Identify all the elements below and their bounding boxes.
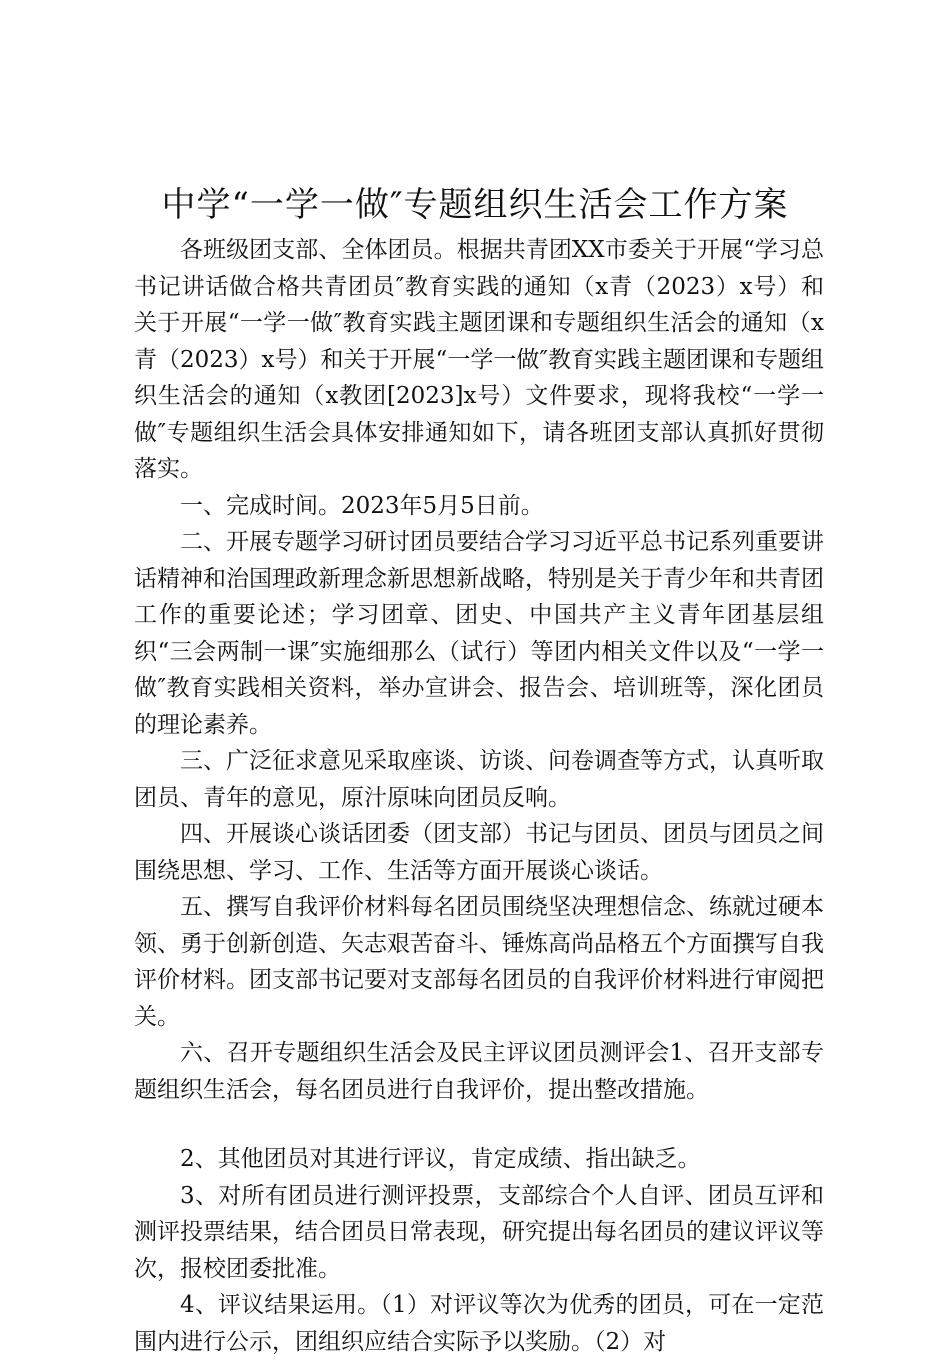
paragraph-section-6: 六、召开专题组织生活会及民主评议团员测评会1、召开支部专题组织生活会，每名团员进行自我评价，提出整改措施。 <box>134 1040 824 1103</box>
paragraph-section-5: 五、撰写自我评价材料每名团员围绕坚决理想信念、练就过硬本领、勇于创新创造、矢志艰苦奋斗、锤炼高尚品格五个方面撰写自我评价材料。团支部书记要对支部每名团员的自我评价材料进行审阅把关。 <box>134 894 824 1030</box>
paragraph-section-3: 三、广泛征求意见采取座谈、访谈、问卷调查等方式，认真听取团员、青年的意见，原汁原味向团员反响。 <box>134 748 824 811</box>
document-body <box>134 232 824 1360</box>
paragraph-gap <box>134 1108 824 1141</box>
paragraph-intro: 各班级团支部、全体团员。根据共青团XX市委关于开展“学习总书记讲话做合格共青团员″教育实践的通知（x青（2023）x号）和关于开展“一学一做″教育实践主题团课和专题组织生活会的通知（x青（2023）x号）和关于开展“一学一做″教育实践主题团课和专题组织生活会的通知（x教团[2023]x号）文件要求，现将我校“一学一做″专题组织生活会具体安排通知如下，请各班团支部认真抓好贯彻落实。 <box>134 237 824 482</box>
document-title: 中学“一学一做″专题组织生活会工作方案 <box>161 185 789 225</box>
paragraph-item-2: 2、其他团员对其进行评议，肯定成绩、指出缺乏。 <box>180 1146 701 1172</box>
paragraph-item-3: 3、对所有团员进行测评投票，支部综合个人自评、团员互评和测评投票结果，结合团员日常表现，研究提出每名团员的建议评议等次，报校团委批准。 <box>134 1182 824 1282</box>
paragraph-section-1: 一、完成时间。2023年5月5日前。 <box>180 492 544 519</box>
paragraph-item-4: 4、评议结果运用。（1）对评议等次为优秀的团员，可在一定范围内进行公示，团组织应结合实际予以奖励。（2）对 <box>134 1292 824 1355</box>
paragraph-section-4: 四、开展谈心谈话团委（团支部）书记与团员、团员与团员之间围绕思想、学习、工作、生活等方面开展谈心谈话。 <box>134 821 824 884</box>
paragraph-section-2: 二、开展专题学习研讨团员要结合学习习近平总书记系列重要讲话精神和治国理政新理念新思想新战略，特别是关于青少年和共青团工作的重要论述；学习团章、团史、中国共产主义青年团基层组织“三会两制一课″实施细那么（试行）等团内相关文件以及“一学一做″教育实践相关资料，举办宣讲会、报告会、培训班等，深化团员的理论素养。 <box>134 529 824 738</box>
